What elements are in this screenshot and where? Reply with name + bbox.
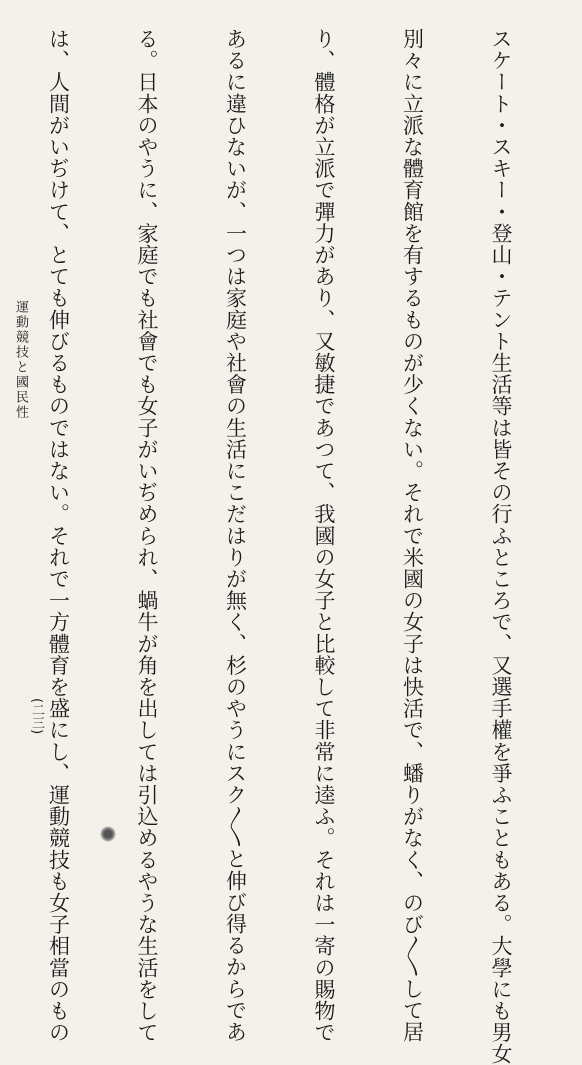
scan-mark (100, 826, 116, 842)
text-line: は、人間がいぢけて、とても伸びるものではない。それで一方體育を盛にし、運動競技も女子相當のもの (46, 28, 71, 1044)
body-text (46, 28, 574, 1065)
text-line: スケート・スキー・登山・テント生活等は皆その行ふところで、又選手權を爭ふこともある。大學にも男女 (489, 28, 513, 1065)
text-line: る。日本のやうに、家庭でも社會でも女子がいぢめられ、蝸牛が角を出しては引込めるやうな生活をして (135, 28, 159, 1044)
text-line: あるに違ひないが、一つは家庭や社會の生活にこだはりが無く、杉のやうにスク〳〵と伸び得るからであ (223, 28, 248, 1043)
text-line: り、體格が立派で彈力があり、又敏捷であつて、我國の女子と比較して非常に逵ふ。それは一寄の賜物で (312, 28, 336, 1044)
page-number: (二三) (29, 698, 44, 735)
text-line: 別々に立派な體育館を有するものが少くない。それで米國の女子は快活で、蟠りがなく、のび〳〵して居 (400, 28, 425, 1043)
running-head: 運動競技と國民性 (13, 300, 28, 420)
